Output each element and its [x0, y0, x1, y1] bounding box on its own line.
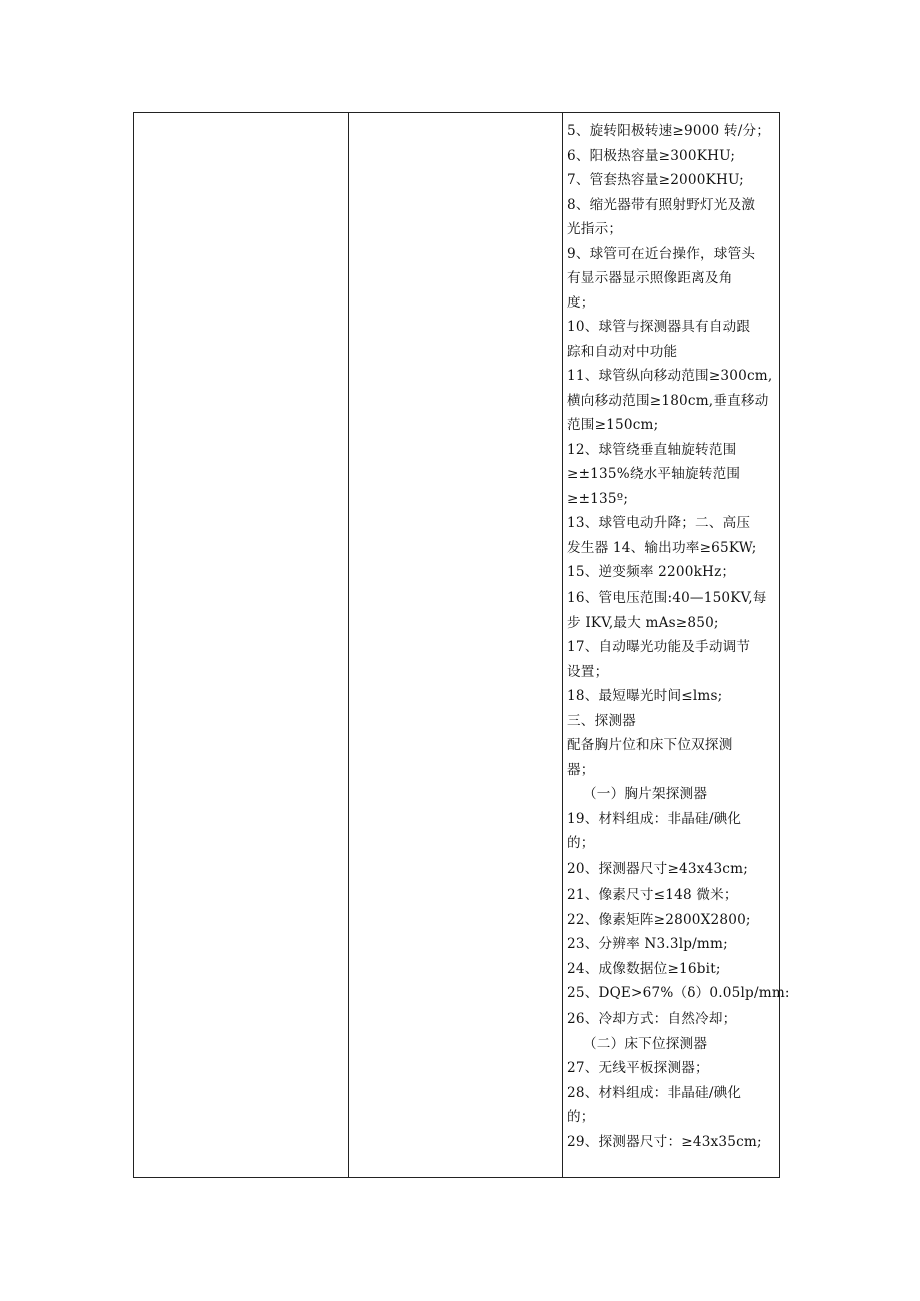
spec-table: [133, 112, 790, 1178]
spec-line: 横向移动范围≥180cm,垂直移动: [567, 392, 769, 409]
spec-line: 21、像素尺寸≤148 微米；: [567, 887, 738, 903]
spec-line: 25、DQE>67%（δ）0.05lp/mm:: [567, 985, 790, 1001]
spec-line: 设置；: [567, 663, 609, 680]
empty-cell-1: [134, 113, 349, 1178]
spec-line: 的；: [567, 835, 595, 851]
spec-line: 度；: [567, 294, 595, 311]
spec-line: 9、球管可在近台操作，球管头: [567, 245, 756, 262]
empty-cell-2: [349, 113, 563, 1178]
spec-line: 5、旋转阳极转速≥9000 转/分；: [567, 123, 771, 139]
spec-subheading: （二）床下位探测器: [583, 1035, 708, 1052]
spec-line: 的；: [567, 1109, 595, 1125]
spec-line: 29、探测器尺寸：≥43x35cm;: [567, 1133, 762, 1150]
spec-cell: [563, 113, 790, 1178]
spec-line: 8、缩光器带有照射野灯光及激: [567, 196, 756, 213]
spec-line: 13、球管电动升降；二、高压: [567, 515, 751, 531]
spec-line: 范围≥150cm;: [567, 417, 659, 433]
spec-line: 配备胸片位和床下位双探测: [567, 737, 733, 753]
spec-line: 发生器 14、输出功率≥65KW;: [567, 539, 757, 556]
spec-line: 19、材料组成：非晶硅/碘化: [567, 810, 742, 827]
spec-line: 16、管电压范围:40—150KV,每: [567, 590, 767, 606]
spec-line: 27、无线平板探测器；: [567, 1060, 709, 1076]
spec-line: 15、逆变频率 2200kHz；: [567, 564, 736, 580]
spec-line: ≥±135%绕水平轴旋转范围: [567, 466, 741, 482]
spec-line: 28、材料组成：非晶硅/碘化: [567, 1084, 742, 1101]
spec-line: 有显示器显示照像距离及角: [567, 270, 733, 286]
spec-line: 器；: [567, 761, 595, 778]
spec-line: 22、像素矩阵≥2800X2800;: [567, 911, 751, 928]
spec-line: 11、球管纵向移动范围≥300cm,: [567, 368, 773, 384]
spec-line: 10、球管与探测器具有自动跟: [567, 319, 751, 335]
spec-line: 7、管套热容量≥2000KHU;: [567, 172, 744, 188]
spec-list: [563, 113, 790, 1154]
spec-line: 三、探测器: [567, 712, 636, 729]
spec-line: 17、自动曝光功能及手动调节: [567, 639, 751, 655]
spec-line: 6、阳极热容量≥300KHU;: [567, 147, 736, 164]
spec-line: 12、球管绕垂直轴旋转范围: [567, 441, 737, 458]
spec-line: 踪和自动对中功能: [567, 343, 678, 360]
spec-line: 步 IKV,最大 mAs≥850;: [567, 614, 719, 631]
spec-line: 光指示；: [567, 221, 623, 237]
spec-line: ≥±135º;: [567, 490, 629, 507]
spec-line: 24、成像数据位≥16bit;: [567, 960, 721, 977]
spec-line: 20、探测器尺寸≥43x43cm;: [567, 861, 748, 877]
spec-line: 23、分辨率 N3.3lp/mm;: [567, 936, 728, 952]
spec-subheading: （一）胸片架探测器: [583, 786, 708, 802]
spec-line: 26、冷却方式：自然冷却；: [567, 1011, 737, 1027]
table-row: [134, 113, 780, 1178]
spec-line: 18、最短曝光时间≤lms;: [567, 688, 723, 704]
